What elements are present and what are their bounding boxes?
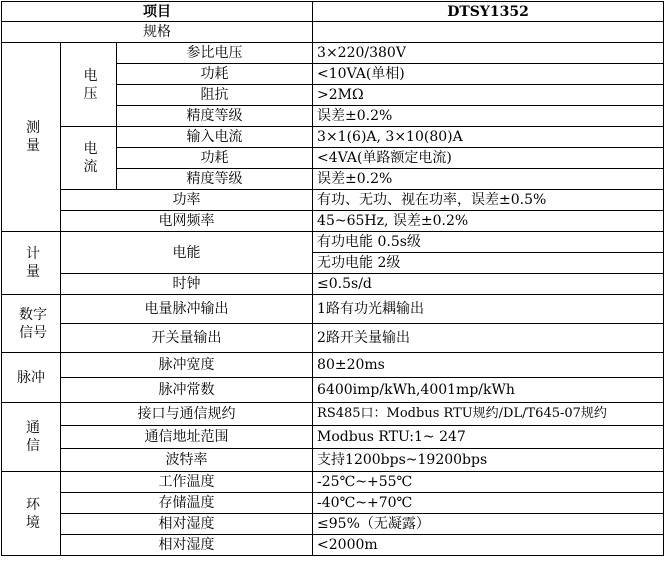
header-item: 项目 xyxy=(2,2,313,22)
row-label: 精度等级 xyxy=(117,106,313,127)
table-row xyxy=(2,472,664,493)
row-value: -40℃~+70℃ xyxy=(313,493,664,514)
row-value: 45~65Hz, 误差±0.2% xyxy=(313,211,664,232)
table-row xyxy=(2,190,664,211)
group-env: 环 境 xyxy=(2,472,61,556)
table-row xyxy=(2,295,664,324)
row-label: 脉冲宽度 xyxy=(61,353,313,378)
row-value: 1路有功光耦输出 xyxy=(313,295,664,324)
spec-title-value xyxy=(313,22,664,43)
subgroup-voltage: 电 压 xyxy=(61,43,117,127)
spec-title: 规格 xyxy=(2,22,313,43)
row-label: 阻抗 xyxy=(117,85,313,106)
row-label: 电网频率 xyxy=(61,211,313,232)
row-label: 功率 xyxy=(61,190,313,211)
table-row xyxy=(2,43,664,64)
row-value: ≤0.5s/d xyxy=(313,274,664,295)
row-label: 功耗 xyxy=(117,64,313,85)
table-row xyxy=(2,378,664,403)
row-label: 相对湿度 xyxy=(61,535,313,556)
table-row xyxy=(2,493,664,514)
row-label: 时钟 xyxy=(61,274,313,295)
header-model: DTSY1352 xyxy=(313,2,664,22)
subgroup-current: 电 流 xyxy=(61,127,117,190)
row-label: 输入电流 xyxy=(117,127,313,148)
table-row xyxy=(2,426,664,449)
row-value: Modbus RTU:1~ 247 xyxy=(313,426,664,449)
row-value: ≤95%（无凝露） xyxy=(313,514,664,535)
row-value: 有功、无功、视在功率，误差±0.5% xyxy=(313,190,664,211)
row-value: 6400imp/kWh,4001mp/kWh xyxy=(313,378,664,403)
row-label: 通信地址范围 xyxy=(61,426,313,449)
row-value: 有功电能 0.5s级 xyxy=(313,232,664,253)
row-value: >2MΩ xyxy=(313,85,664,106)
table-row xyxy=(2,403,664,426)
row-label: 波特率 xyxy=(61,449,313,472)
row-value: 误差±0.2% xyxy=(313,106,664,127)
row-value: RS485口：Modbus RTU规约/DL/T645-07规约 xyxy=(313,403,664,426)
table-row xyxy=(2,274,664,295)
row-label: 参比电压 xyxy=(117,43,313,64)
header-row xyxy=(2,2,664,22)
table-row xyxy=(2,232,664,253)
spec-title-row xyxy=(2,22,664,43)
table-row xyxy=(2,211,664,232)
row-value: <10VA(单相) xyxy=(313,64,664,85)
table-row xyxy=(2,353,664,378)
row-value: 3×1(6)A, 3×10(80)A xyxy=(313,127,664,148)
row-value: 误差±0.2% xyxy=(313,169,664,190)
row-value: 2路开关量输出 xyxy=(313,324,664,353)
table-row xyxy=(2,535,664,556)
row-label: 精度等级 xyxy=(117,169,313,190)
table-row xyxy=(2,449,664,472)
row-label: 工作温度 xyxy=(61,472,313,493)
row-label: 电能 xyxy=(61,232,313,274)
table-row xyxy=(2,514,664,535)
table-row xyxy=(2,324,664,353)
group-pulse: 脉冲 xyxy=(2,353,61,403)
row-label: 电量脉冲输出 xyxy=(61,295,313,324)
row-value: 3×220/380V xyxy=(313,43,664,64)
row-label: 存储温度 xyxy=(61,493,313,514)
row-value: 无功电能 2级 xyxy=(313,253,664,274)
row-label: 开关量输出 xyxy=(61,324,313,353)
group-measure: 测 量 xyxy=(2,43,61,232)
group-metering: 计 量 xyxy=(2,232,61,295)
row-value: <2000m xyxy=(313,535,664,556)
row-label: 相对湿度 xyxy=(61,514,313,535)
row-value: <4VA(单路额定电流) xyxy=(313,148,664,169)
spec-table xyxy=(1,1,664,556)
row-value: -25℃~+55℃ xyxy=(313,472,664,493)
row-label: 功耗 xyxy=(117,148,313,169)
row-label: 脉冲常数 xyxy=(61,378,313,403)
group-digital: 数字 信号 xyxy=(2,295,61,353)
row-value: 80±20ms xyxy=(313,353,664,378)
table-row xyxy=(2,127,664,148)
row-label: 接口与通信规约 xyxy=(61,403,313,426)
group-comm: 通 信 xyxy=(2,403,61,472)
row-value: 支持1200bps~19200bps xyxy=(313,449,664,472)
